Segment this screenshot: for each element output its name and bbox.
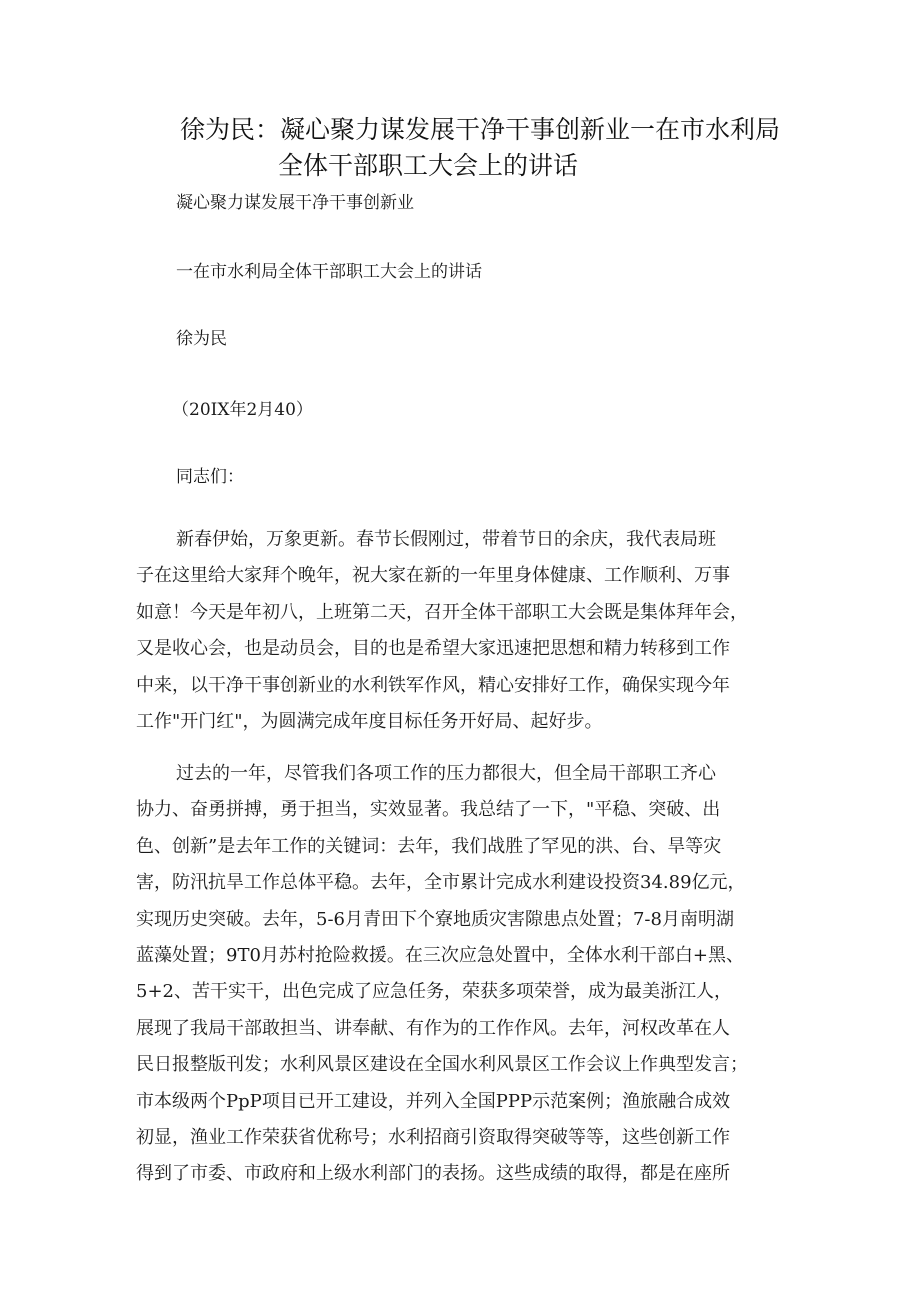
paragraph-line: 中来，以干净干事创新业的水利铁军作风，精心安排好工作，确保实现今年 — [136, 674, 730, 696]
paragraph-line: 展现了我局干部敢担当、讲奉献、有作为的工作作风。去年，河权改革在人 — [136, 1017, 730, 1039]
paragraph-line: 色、创新”是去年工作的关键词：去年，我们战胜了罕见的洪、台、旱等灾 — [136, 835, 722, 857]
document-title — [150, 112, 810, 184]
paragraph-line: 实现历史突破。去年，5-6月青田下个寮地质灾害隙患点处置；7-8月南明湖 — [136, 908, 734, 930]
paragraph-2 — [136, 756, 792, 1193]
paragraph-line: 市本级两个PpP项目已开工建设，并列入全国PPP示范案例；渔旅融合成效 — [136, 1090, 731, 1112]
paragraph-line: 新春伊始，万象更新。春节长假刚过，带着节日的余庆，我代表局班 — [176, 529, 716, 550]
salutation: 同志们： — [176, 467, 244, 487]
paragraph-line: 蓝藻处置；9T0月苏村抢险救援。在三次应急处置中，全体水利干部白+黑、 — [136, 945, 744, 967]
paragraph-line: 民日报整版刊发；水利风景区建设在全国水利风景区工作会议上作典型发言； — [136, 1054, 748, 1076]
paragraph-line: 害，防汛抗旱工作总体平稳。去年，全市累计完成水利建设投资34.89亿元， — [136, 872, 746, 894]
author-name: 徐为民 — [176, 329, 227, 349]
paragraph-line: 子在这里给大家拜个晚年，祝大家在新的一年里身体健康、工作顺利、万事 — [136, 565, 730, 587]
subtitle-main: 凝心聚力谋发展干净干事创新业 — [176, 193, 414, 213]
paragraph-line: 得到了市委、市政府和上级水利部门的表扬。这些成绩的取得，都是在座所 — [136, 1163, 730, 1185]
subtitle-occasion: 一在市水利局全体干部职工大会上的讲话 — [176, 262, 482, 282]
speech-date: （20IX年2月40） — [172, 400, 313, 420]
paragraph-1 — [136, 522, 792, 740]
paragraph-line: 协力、奋勇拼搏，勇于担当，实效显著。我总结了一下，"平稳、突破、出 — [136, 799, 721, 821]
title-line-1: 徐为民：凝心聚力谋发展干净干事创新业一在市水利局 — [179, 115, 780, 144]
paragraph-line: 又是收心会，也是动员会，目的也是希望大家迅速把思想和精力转移到工作 — [136, 638, 730, 660]
paragraph-line: 过去的一年，尽管我们各项工作的压力都很大，但全局干部职工齐心 — [176, 763, 716, 784]
paragraph-line: 工作"开门红"，为圆满完成年度目标任务开好局、起好步。 — [136, 711, 603, 733]
paragraph-line: 5+2、苦干实干，出色完成了应急任务，荣获多项荣誉，成为最美浙江人， — [136, 981, 732, 1003]
paragraph-line: 如意！今天是年初八，上班第二天，召开全体干部职工大会既是集体拜年会， — [136, 601, 748, 623]
paragraph-line: 初显，渔业工作荣获省优称号；水利招商引资取得突破等等，这些创新工作 — [136, 1127, 730, 1149]
title-line-2: 全体干部职工大会上的讲话 — [278, 151, 579, 180]
